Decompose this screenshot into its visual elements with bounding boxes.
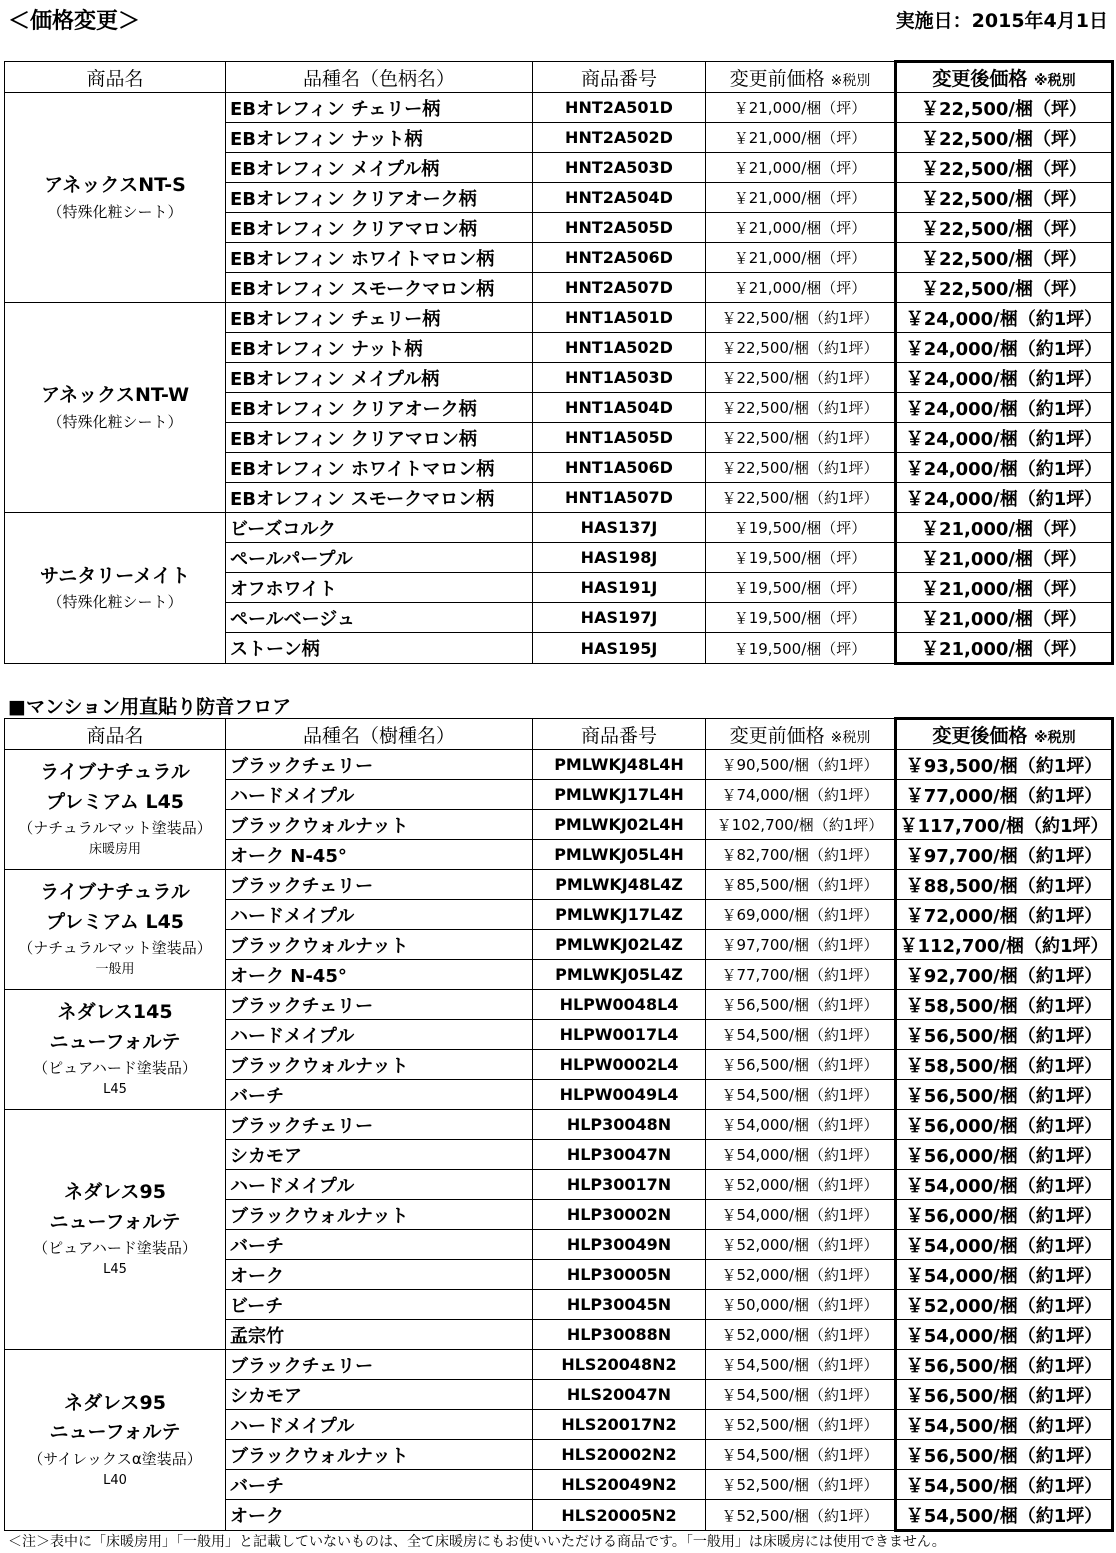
before-price-cell: ￥22,500/梱（約1坪）	[706, 453, 896, 483]
variety-cell: ペールベージュ	[226, 603, 533, 633]
variety-cell: ブラックチェリー	[226, 990, 533, 1020]
after-price-cell: ￥22,500/梱（坪）	[896, 93, 1113, 123]
product-usage-note: L45	[103, 1262, 127, 1278]
variety-cell: ハードメイプル	[226, 1170, 533, 1200]
before-price-cell: ￥19,500/梱（坪）	[706, 633, 896, 664]
after-tax-note: ※税別	[1034, 730, 1076, 746]
before-price-cell: ￥74,000/梱（約1坪）	[706, 780, 896, 810]
product-code-cell: PMLWKJ48L4H	[533, 750, 706, 780]
variety-cell: ブラックウォルナット	[226, 930, 533, 960]
product-finish: （ナチュラルマット塗装品）	[18, 819, 212, 838]
variety-cell: ペールパープル	[226, 543, 533, 573]
header-variety: 品種名（樹種名）	[226, 719, 533, 750]
variety-cell: ビーチ	[226, 1290, 533, 1320]
product-usage-note: L45	[103, 1082, 127, 1098]
before-price-cell: ￥21,000/梱（坪）	[706, 183, 896, 213]
variety-cell: バーチ	[226, 1230, 533, 1260]
header-after-price	[896, 62, 1113, 93]
after-price-cell: ￥24,000/梱（約1坪）	[896, 453, 1113, 483]
after-price-cell: ￥21,000/梱（坪）	[896, 633, 1113, 664]
table-row	[5, 303, 1113, 333]
product-code-cell: HNT1A505D	[533, 423, 706, 453]
product-finish: （ピュアハード塗装品）	[33, 1059, 197, 1078]
after-price-cell: ￥56,000/梱（約1坪）	[896, 1200, 1113, 1230]
variety-cell: バーチ	[226, 1080, 533, 1110]
product-finish: （ピュアハード塗装品）	[33, 1239, 197, 1258]
product-code-cell: HNT1A502D	[533, 333, 706, 363]
product-code-cell: PMLWKJ05L4H	[533, 840, 706, 870]
before-price-cell: ￥22,500/梱（約1坪）	[706, 423, 896, 453]
variety-cell: EBオレフィン チェリー柄	[226, 93, 533, 123]
product-usage-note: 一般用	[95, 962, 135, 978]
product-name-line2: プレミアム L45	[45, 910, 185, 933]
before-price-cell: ￥19,500/梱（坪）	[706, 603, 896, 633]
product-code-cell: HLP30005N	[533, 1260, 706, 1290]
product-code-cell: PMLWKJ05L4Z	[533, 960, 706, 990]
header-before-price	[706, 62, 896, 93]
variety-cell: EBオレフィン ホワイトマロン柄	[226, 243, 533, 273]
variety-cell: バーチ	[226, 1470, 533, 1500]
after-price-cell: ￥97,700/梱（約1坪）	[896, 840, 1113, 870]
product-code-cell: HLP30002N	[533, 1200, 706, 1230]
table-row	[5, 990, 1113, 1020]
before-price-cell: ￥56,500/梱（約1坪）	[706, 1050, 896, 1080]
product-finish: （特殊化粧シート）	[47, 412, 183, 431]
after-price-cell: ￥21,000/梱（坪）	[896, 603, 1113, 633]
product-code-cell: HLP30017N	[533, 1170, 706, 1200]
variety-cell: ブラックウォルナット	[226, 1440, 533, 1470]
variety-cell: EBオレフィン クリアオーク柄	[226, 183, 533, 213]
product-code-cell: HLPW0048L4	[533, 990, 706, 1020]
product-code-cell: HAS191J	[533, 573, 706, 603]
product-code-cell: HNT2A504D	[533, 183, 706, 213]
table-row	[5, 870, 1113, 900]
table-header-row	[5, 62, 1113, 93]
table-row	[5, 93, 1113, 123]
before-price-cell: ￥54,500/梱（約1坪）	[706, 1440, 896, 1470]
after-price-cell: ￥21,000/梱（坪）	[896, 543, 1113, 573]
section-title-soundproof-floor: ■マンション用直貼り防音フロア	[8, 696, 292, 718]
header-product: 商品名	[5, 62, 226, 93]
after-price-cell: ￥54,000/梱（約1坪）	[896, 1260, 1113, 1290]
product-code-cell: HNT1A506D	[533, 453, 706, 483]
product-code-cell: PMLWKJ17L4Z	[533, 900, 706, 930]
after-price-cell: ￥58,500/梱（約1坪）	[896, 990, 1113, 1020]
product-code-cell: HLP30045N	[533, 1290, 706, 1320]
before-price-cell: ￥102,700/梱（約1坪）	[706, 810, 896, 840]
table-row	[5, 750, 1113, 780]
before-price-cell: ￥56,500/梱（約1坪）	[706, 990, 896, 1020]
product-code-cell: HNT1A507D	[533, 483, 706, 513]
after-price-label: 変更後価格	[932, 68, 1028, 90]
variety-cell: EBオレフィン ナット柄	[226, 123, 533, 153]
table-header-row	[5, 719, 1113, 750]
product-name-cell	[5, 1110, 226, 1350]
variety-cell: EBオレフィン メイプル柄	[226, 363, 533, 393]
after-price-cell: ￥22,500/梱（坪）	[896, 183, 1113, 213]
product-name: ネダレス95	[64, 1181, 166, 1204]
product-name-cell	[5, 870, 226, 990]
before-price-cell: ￥90,500/梱（約1坪）	[706, 750, 896, 780]
after-price-cell: ￥54,000/梱（約1坪）	[896, 1230, 1113, 1260]
after-price-cell: ￥58,500/梱（約1坪）	[896, 1050, 1113, 1080]
product-code-cell: HNT2A507D	[533, 273, 706, 303]
product-code-cell: HLP30049N	[533, 1230, 706, 1260]
product-code-cell: HNT2A502D	[533, 123, 706, 153]
product-name-cell	[5, 93, 226, 303]
product-code-cell: HLP30088N	[533, 1320, 706, 1350]
product-usage-note: L40	[103, 1472, 127, 1488]
header-before-price	[706, 719, 896, 750]
variety-cell: EBオレフィン クリアマロン柄	[226, 423, 533, 453]
product-name-line2: プレミアム L45	[45, 790, 185, 813]
after-price-cell: ￥88,500/梱（約1坪）	[896, 870, 1113, 900]
product-code-cell: HLPW0049L4	[533, 1080, 706, 1110]
after-price-cell: ￥54,500/梱（約1坪）	[896, 1500, 1113, 1531]
product-code-cell: HNT1A504D	[533, 393, 706, 423]
product-code-cell: HLS20047N	[533, 1380, 706, 1410]
product-code-cell: HLS20005N2	[533, 1500, 706, 1531]
before-price-cell: ￥54,500/梱（約1坪）	[706, 1020, 896, 1050]
header-code: 商品番号	[533, 62, 706, 93]
before-price-cell: ￥50,000/梱（約1坪）	[706, 1290, 896, 1320]
before-tax-note: ※税別	[830, 72, 871, 89]
product-code-cell: HAS198J	[533, 543, 706, 573]
before-price-cell: ￥54,000/梱（約1坪）	[706, 1110, 896, 1140]
before-price-cell: ￥82,700/梱（約1坪）	[706, 840, 896, 870]
product-code-cell: HNT1A503D	[533, 363, 706, 393]
product-usage-note: 床暖房用	[88, 842, 141, 858]
after-price-cell: ￥22,500/梱（坪）	[896, 123, 1113, 153]
product-code-cell: PMLWKJ48L4Z	[533, 870, 706, 900]
after-price-cell: ￥54,000/梱（約1坪）	[896, 1170, 1113, 1200]
product-name: ネダレス145	[57, 1001, 173, 1024]
after-price-cell: ￥56,500/梱（約1坪）	[896, 1380, 1113, 1410]
after-price-cell: ￥112,700/梱（約1坪）	[896, 930, 1113, 960]
before-price-cell: ￥54,500/梱（約1坪）	[706, 1380, 896, 1410]
after-price-cell: ￥54,500/梱（約1坪）	[896, 1410, 1113, 1440]
variety-cell: ブラックチェリー	[226, 750, 533, 780]
before-price-cell: ￥97,700/梱（約1坪）	[706, 930, 896, 960]
before-price-cell: ￥85,500/梱（約1坪）	[706, 870, 896, 900]
product-name: ネダレス95	[64, 1391, 166, 1414]
product-code-cell: HNT2A506D	[533, 243, 706, 273]
after-price-cell: ￥117,700/梱（約1坪）	[896, 810, 1113, 840]
product-name-cell	[5, 303, 226, 513]
after-price-cell: ￥92,700/梱（約1坪）	[896, 960, 1113, 990]
product-code-cell: HLPW0017L4	[533, 1020, 706, 1050]
product-name-cell	[5, 990, 226, 1110]
before-price-cell: ￥69,000/梱（約1坪）	[706, 900, 896, 930]
after-price-cell: ￥77,000/梱（約1坪）	[896, 780, 1113, 810]
after-price-cell: ￥24,000/梱（約1坪）	[896, 333, 1113, 363]
product-code-cell: HNT2A505D	[533, 213, 706, 243]
variety-cell: ハードメイプル	[226, 1410, 533, 1440]
before-price-cell: ￥54,000/梱（約1坪）	[706, 1140, 896, 1170]
after-price-cell: ￥56,500/梱（約1坪）	[896, 1080, 1113, 1110]
after-price-cell: ￥22,500/梱（坪）	[896, 153, 1113, 183]
page-header	[8, 4, 1108, 34]
variety-cell: 孟宗竹	[226, 1320, 533, 1350]
before-price-cell: ￥54,500/梱（約1坪）	[706, 1350, 896, 1380]
product-code-cell: HAS195J	[533, 633, 706, 664]
after-price-cell: ￥56,500/梱（約1坪）	[896, 1440, 1113, 1470]
product-code-cell: PMLWKJ02L4Z	[533, 930, 706, 960]
product-name: アネックスNT-W	[40, 384, 190, 407]
before-price-cell: ￥54,000/梱（約1坪）	[706, 1200, 896, 1230]
variety-cell: ブラックウォルナット	[226, 1050, 533, 1080]
product-code-cell: HLS20048N2	[533, 1350, 706, 1380]
after-price-cell: ￥52,000/梱（約1坪）	[896, 1290, 1113, 1320]
variety-cell: EBオレフィン ホワイトマロン柄	[226, 453, 533, 483]
before-price-cell: ￥77,700/梱（約1坪）	[706, 960, 896, 990]
before-price-cell: ￥54,500/梱（約1坪）	[706, 1080, 896, 1110]
after-price-cell: ￥54,500/梱（約1坪）	[896, 1470, 1113, 1500]
variety-cell: EBオレフィン ナット柄	[226, 333, 533, 363]
after-tax-note: ※税別	[1034, 73, 1076, 89]
product-code-cell: HNT1A501D	[533, 303, 706, 333]
product-code-cell: HLP30047N	[533, 1140, 706, 1170]
after-price-cell: ￥22,500/梱（坪）	[896, 273, 1113, 303]
header-product: 商品名	[5, 719, 226, 750]
variety-cell: オーク N-45°	[226, 960, 533, 990]
after-price-cell: ￥56,500/梱（約1坪）	[896, 1350, 1113, 1380]
variety-cell: ハードメイプル	[226, 1020, 533, 1050]
product-code-cell: HNT2A503D	[533, 153, 706, 183]
after-price-cell: ￥56,000/梱（約1坪）	[896, 1110, 1113, 1140]
product-code-cell: PMLWKJ17L4H	[533, 780, 706, 810]
product-code-cell: HLP30048N	[533, 1110, 706, 1140]
after-price-cell: ￥54,000/梱（約1坪）	[896, 1320, 1113, 1350]
product-name-line2: ニューフォルテ	[49, 1421, 181, 1444]
effective-date: 実施日：2015年4月1日	[895, 10, 1108, 32]
after-price-cell: ￥21,000/梱（坪）	[896, 573, 1113, 603]
before-tax-note: ※税別	[830, 729, 871, 746]
product-name: ライブナチュラル	[40, 881, 190, 904]
product-code-cell: HNT2A501D	[533, 93, 706, 123]
variety-cell: EBオレフィン スモークマロン柄	[226, 483, 533, 513]
header-code: 商品番号	[533, 719, 706, 750]
before-price-cell: ￥52,000/梱（約1坪）	[706, 1260, 896, 1290]
variety-cell: ブラックチェリー	[226, 1110, 533, 1140]
variety-cell: オーク	[226, 1260, 533, 1290]
before-price-cell: ￥52,000/梱（約1坪）	[706, 1170, 896, 1200]
variety-cell: オーク	[226, 1500, 533, 1531]
product-code-cell: HAS137J	[533, 513, 706, 543]
product-code-cell: PMLWKJ02L4H	[533, 810, 706, 840]
before-price-cell: ￥22,500/梱（約1坪）	[706, 483, 896, 513]
price-table-sheet	[4, 60, 1114, 665]
after-price-cell: ￥22,500/梱（坪）	[896, 243, 1113, 273]
after-price-label: 変更後価格	[932, 725, 1028, 747]
before-price-cell: ￥19,500/梱（坪）	[706, 543, 896, 573]
after-price-cell: ￥24,000/梱（約1坪）	[896, 483, 1113, 513]
before-price-cell: ￥22,500/梱（約1坪）	[706, 303, 896, 333]
variety-cell: EBオレフィン クリアオーク柄	[226, 393, 533, 423]
after-price-cell: ￥56,500/梱（約1坪）	[896, 1020, 1113, 1050]
variety-cell: ブラックチェリー	[226, 1350, 533, 1380]
after-price-cell: ￥24,000/梱（約1坪）	[896, 393, 1113, 423]
product-name-cell	[5, 1350, 226, 1531]
header-after-price	[896, 719, 1113, 750]
product-code-cell: HAS197J	[533, 603, 706, 633]
before-price-cell: ￥21,000/梱（坪）	[706, 123, 896, 153]
variety-cell: EBオレフィン メイプル柄	[226, 153, 533, 183]
before-price-cell: ￥22,500/梱（約1坪）	[706, 333, 896, 363]
before-price-cell: ￥21,000/梱（坪）	[706, 93, 896, 123]
before-price-cell: ￥52,500/梱（約1坪）	[706, 1470, 896, 1500]
variety-cell: EBオレフィン チェリー柄	[226, 303, 533, 333]
variety-cell: オーク N-45°	[226, 840, 533, 870]
variety-cell: EBオレフィン スモークマロン柄	[226, 273, 533, 303]
variety-cell: ハードメイプル	[226, 900, 533, 930]
after-price-cell: ￥24,000/梱（約1坪）	[896, 303, 1113, 333]
product-code-cell: HLS20049N2	[533, 1470, 706, 1500]
before-price-cell: ￥22,500/梱（約1坪）	[706, 363, 896, 393]
variety-cell: オフホワイト	[226, 573, 533, 603]
before-price-cell: ￥21,000/梱（坪）	[706, 243, 896, 273]
variety-cell: ハードメイプル	[226, 780, 533, 810]
before-price-cell: ￥52,000/梱（約1坪）	[706, 1230, 896, 1260]
after-price-cell: ￥93,500/梱（約1坪）	[896, 750, 1113, 780]
before-price-label: 変更前価格	[729, 724, 825, 747]
before-price-cell: ￥21,000/梱（坪）	[706, 273, 896, 303]
product-finish: （特殊化粧シート）	[47, 593, 183, 612]
before-price-cell: ￥21,000/梱（坪）	[706, 153, 896, 183]
product-name-cell	[5, 513, 226, 664]
product-name-line2: ニューフォルテ	[49, 1030, 181, 1053]
product-finish: （サイレックスα塗装品）	[28, 1449, 202, 1468]
after-price-cell: ￥56,000/梱（約1坪）	[896, 1140, 1113, 1170]
table-row	[5, 1110, 1113, 1140]
product-code-cell: HLS20017N2	[533, 1410, 706, 1440]
before-price-cell: ￥52,500/梱（約1坪）	[706, 1500, 896, 1531]
product-name: サニタリーメイト	[40, 564, 190, 587]
variety-cell: ストーン柄	[226, 633, 533, 664]
before-price-cell: ￥21,000/梱（坪）	[706, 213, 896, 243]
header-variety: 品種名（色柄名）	[226, 62, 533, 93]
page-title: ＜価格変更＞	[8, 9, 141, 34]
after-price-cell: ￥72,000/梱（約1坪）	[896, 900, 1113, 930]
variety-cell: ブラックチェリー	[226, 870, 533, 900]
product-name: アネックスNT-S	[44, 174, 186, 197]
variety-cell: シカモア	[226, 1140, 533, 1170]
before-price-label: 変更前価格	[729, 67, 825, 90]
variety-cell: ブラックウォルナット	[226, 810, 533, 840]
product-name-line2: ニューフォルテ	[49, 1210, 181, 1233]
product-finish: （特殊化粧シート）	[47, 202, 183, 221]
variety-cell: シカモア	[226, 1380, 533, 1410]
variety-cell: ブラックウォルナット	[226, 1200, 533, 1230]
after-price-cell: ￥24,000/梱（約1坪）	[896, 363, 1113, 393]
product-name-cell	[5, 750, 226, 870]
after-price-cell: ￥21,000/梱（坪）	[896, 513, 1113, 543]
after-price-cell: ￥22,500/梱（坪）	[896, 213, 1113, 243]
before-price-cell: ￥19,500/梱（坪）	[706, 573, 896, 603]
product-code-cell: HLPW0002L4	[533, 1050, 706, 1080]
table-row	[5, 513, 1113, 543]
price-table-floor	[4, 717, 1114, 1532]
before-price-cell: ￥22,500/梱（約1坪）	[706, 393, 896, 423]
before-price-cell: ￥52,500/梱（約1坪）	[706, 1410, 896, 1440]
table-row	[5, 1350, 1113, 1380]
after-price-cell: ￥24,000/梱（約1坪）	[896, 423, 1113, 453]
before-price-cell: ￥19,500/梱（坪）	[706, 513, 896, 543]
footnote: ＜注＞表中に「床暖房用」「一般用」と記載していないものは、全て床暖房にもお使いいただける商品です。「一般用」は床暖房には使用できません。	[8, 1534, 946, 1550]
product-name: ライブナチュラル	[40, 761, 190, 784]
variety-cell: EBオレフィン クリアマロン柄	[226, 213, 533, 243]
product-code-cell: HLS20002N2	[533, 1440, 706, 1470]
variety-cell: ビーズコルク	[226, 513, 533, 543]
before-price-cell: ￥52,000/梱（約1坪）	[706, 1320, 896, 1350]
product-finish: （ナチュラルマット塗装品）	[18, 939, 212, 958]
